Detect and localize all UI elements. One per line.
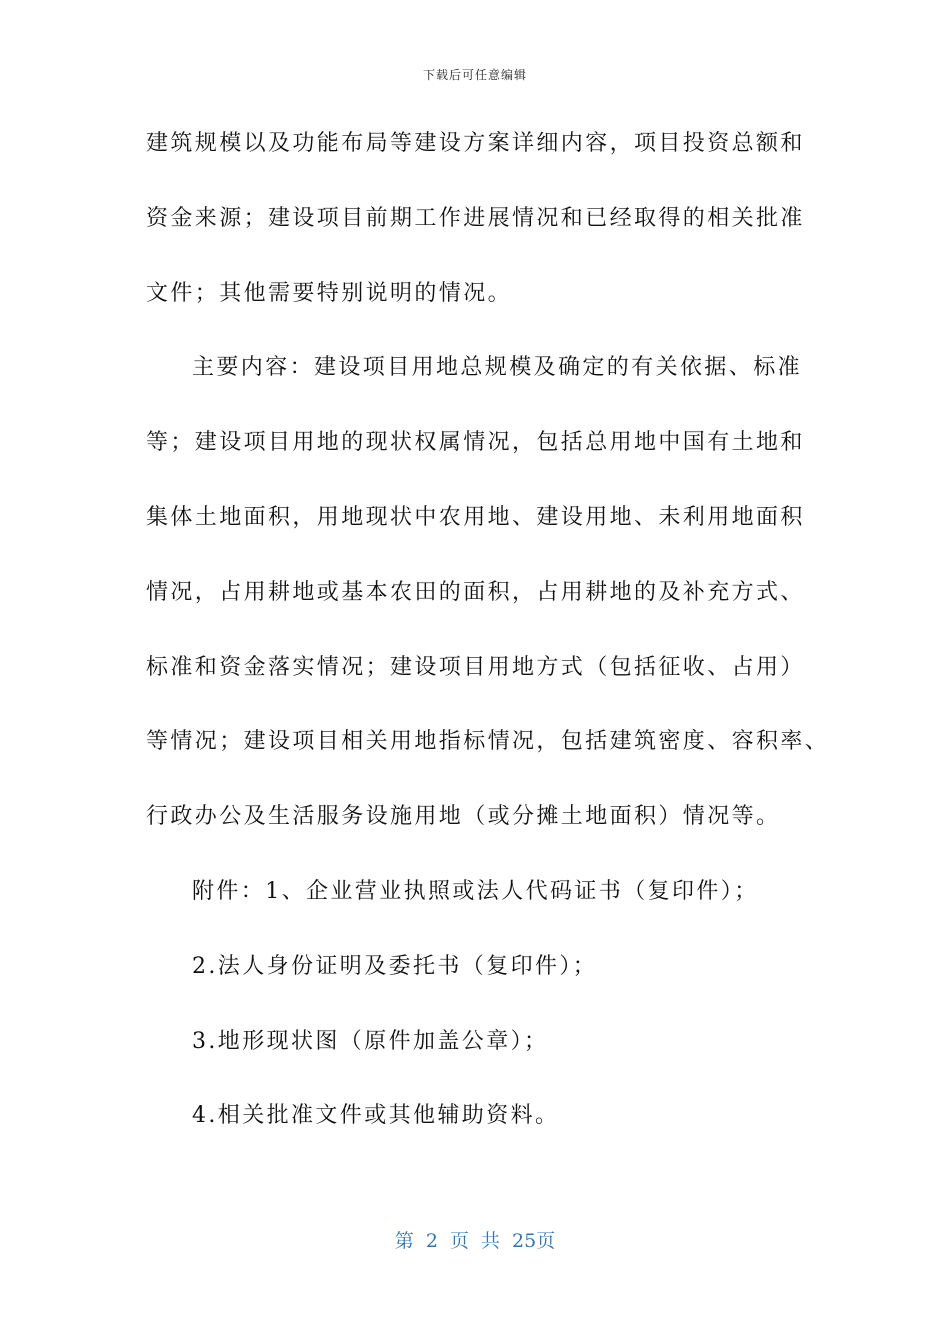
paragraph-line: 等情况；建设项目相关用地指标情况，包括建筑密度、容积率、 [146,729,830,755]
paragraph-line: 等；建设项目用地的现状权属情况，包括总用地中国有土地和 [146,430,805,456]
paragraph-line: 行政办公及生活服务设施用地（或分摊土地面积）情况等。 [146,804,781,830]
paragraph-line: 建筑规模以及功能布局等建设方案详细内容，项目投资总额和 [146,131,805,156]
paragraph-line: 情况，占用耕地或基本农田的面积，占用耕地的及补充方式、 [146,579,805,605]
paragraph-line: 文件；其他需要特别说明的情况。 [146,280,513,306]
paragraph-line: 标准和资金落实情况；建设项目用地方式（包括征收、占用） [146,654,805,680]
attachment-line: 4.相关批准文件或其他辅助资料。 [192,1103,560,1129]
paragraph-line: 集体土地面积，用地现状中农用地、建设用地、未利用地面积 [146,504,805,530]
document-body [146,124,830,1171]
attachment-line: 附件：1、企业营业执照或法人代码证书（复印件）； [192,878,759,904]
attachment-line: 3.地形现状图（原件加盖公章）； [192,1028,549,1054]
page-header: 下载后可任意编辑 [422,68,527,82]
paragraph-line: 主要内容：建设项目用地总规模及确定的有关依据、标准 [192,355,803,381]
attachment-line: 2.法人身份证明及委托书（复印件）； [192,953,598,979]
paragraph-line: 资金来源；建设项目前期工作进展情况和已经取得的相关批准 [146,205,805,231]
page-footer: 第 2 页 共 25页 [394,1230,556,1252]
